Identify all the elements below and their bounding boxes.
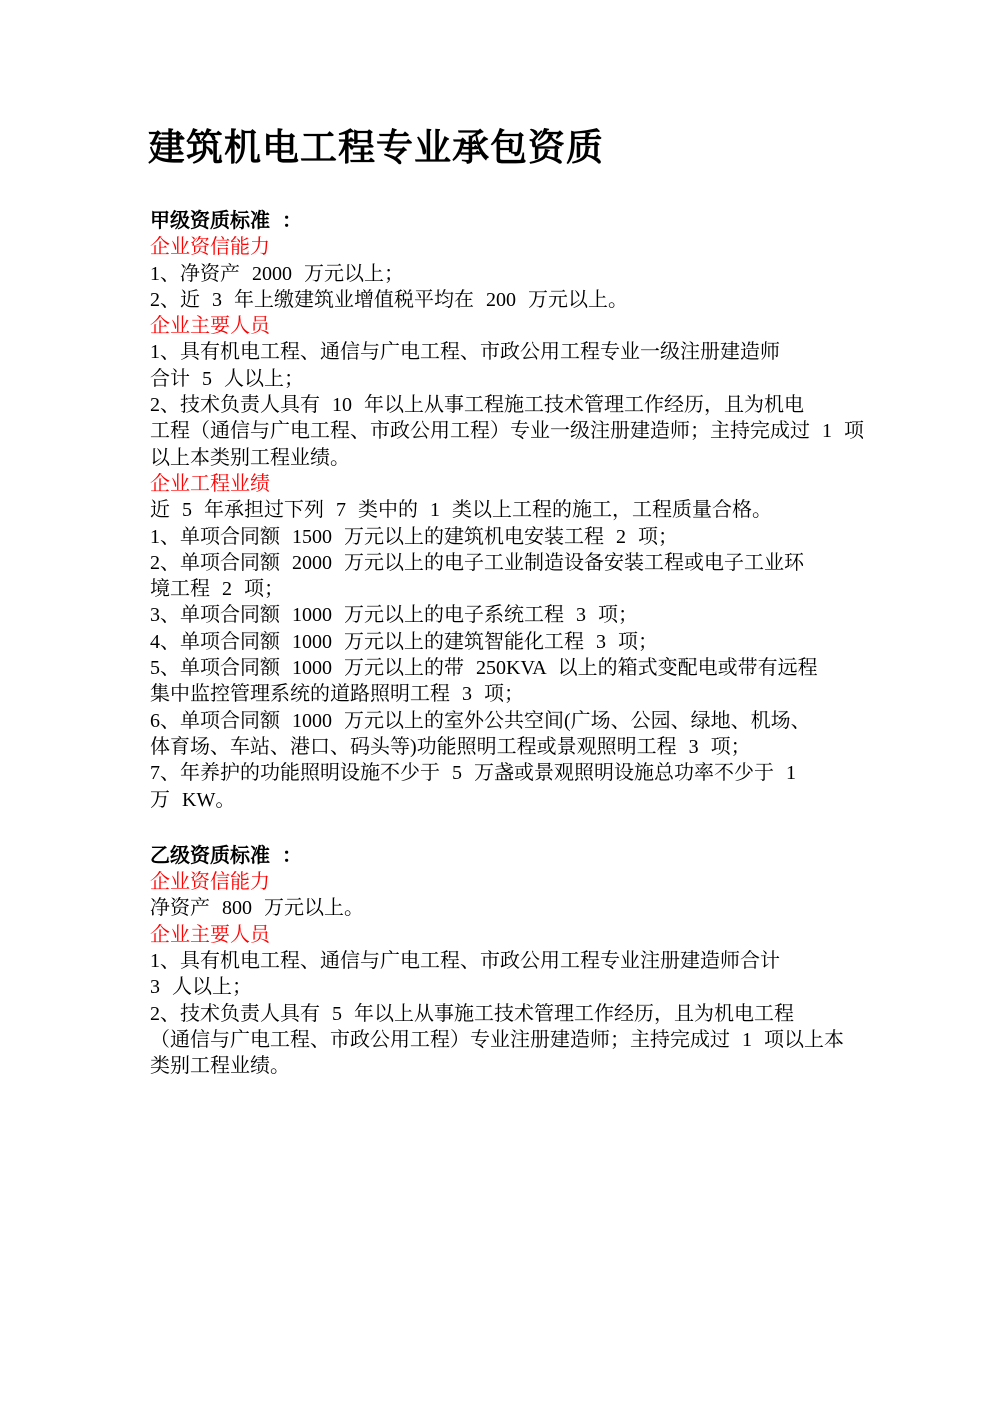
text-line: 合计 5 人以上； [150, 367, 304, 390]
text-line: （通信与广电工程、市政公用工程）专业注册建造师；主持完成过 1 项以上本 [150, 1028, 844, 1051]
page-title: 建筑机电工程专业承包资质 [148, 128, 604, 169]
text-line: 2、技术负责人具有 10 年以上从事工程施工技术管理工作经历，且为机电 [150, 394, 804, 417]
text-line: 5、单项合同额 1000 万元以上的带 250KVA 以上的箱式变配电或带有远程 [150, 657, 818, 680]
qualification-section [150, 843, 940, 1080]
text-line: 1、净资产 2000 万元以上； [150, 262, 404, 285]
text-line: 集中监控管理系统的道路照明工程 3 项； [150, 683, 524, 706]
text-line: 2、近 3 年上缴建筑业增值税平均在 200 万元以上。 [150, 288, 628, 311]
text-line: 境工程 2 项； [150, 578, 284, 601]
subsection-heading: 企业资信能力 [150, 236, 270, 259]
section-heading: 乙级资质标准 ： [150, 844, 302, 867]
text-line: 万 KW。 [150, 788, 236, 811]
document-content [150, 208, 940, 1080]
text-line: 1、单项合同额 1500 万元以上的建筑机电安装工程 2 项； [150, 525, 678, 548]
text-line: 3 人以上； [150, 976, 252, 999]
qualification-section [150, 208, 940, 813]
subsection-heading: 企业主要人员 [150, 923, 270, 946]
text-line: 2、单项合同额 2000 万元以上的电子工业制造设备安装工程或电子工业环 [150, 551, 804, 574]
text-line: 6、单项合同额 1000 万元以上的室外公共空间(广场、公园、绿地、机场、 [150, 709, 811, 732]
text-line: 4、单项合同额 1000 万元以上的建筑智能化工程 3 项； [150, 630, 658, 653]
text-line: 体育场、车站、港口、码头等)功能照明工程或景观照明工程 3 项； [150, 735, 751, 758]
text-line: 7、年养护的功能照明设施不少于 5 万盏或景观照明设施总功率不少于 1 [150, 762, 796, 785]
subsection-heading: 企业主要人员 [150, 315, 270, 338]
subsection-heading: 企业工程业绩 [150, 472, 270, 495]
subsection-heading: 企业资信能力 [150, 871, 270, 894]
text-line: 以上本类别工程业绩。 [150, 446, 350, 469]
text-line: 工程（通信与广电工程、市政公用工程）专业一级注册建造师；主持完成过 1 项 [150, 420, 864, 443]
text-line: 净资产 800 万元以上。 [150, 897, 364, 920]
text-line: 类别工程业绩。 [150, 1055, 290, 1078]
text-line: 1、具有机电工程、通信与广电工程、市政公用工程专业一级注册建造师 [150, 341, 780, 364]
text-line: 1、具有机电工程、通信与广电工程、市政公用工程专业注册建造师合计 [150, 950, 780, 973]
text-line: 3、单项合同额 1000 万元以上的电子系统工程 3 项； [150, 604, 638, 627]
text-line: 近 5 年承担过下列 7 类中的 1 类以上工程的施工，工程质量合格。 [150, 499, 772, 522]
text-line: 2、技术负责人具有 5 年以上从事施工技术管理工作经历，且为机电工程 [150, 1002, 794, 1025]
section-heading: 甲级资质标准 ： [150, 210, 302, 232]
